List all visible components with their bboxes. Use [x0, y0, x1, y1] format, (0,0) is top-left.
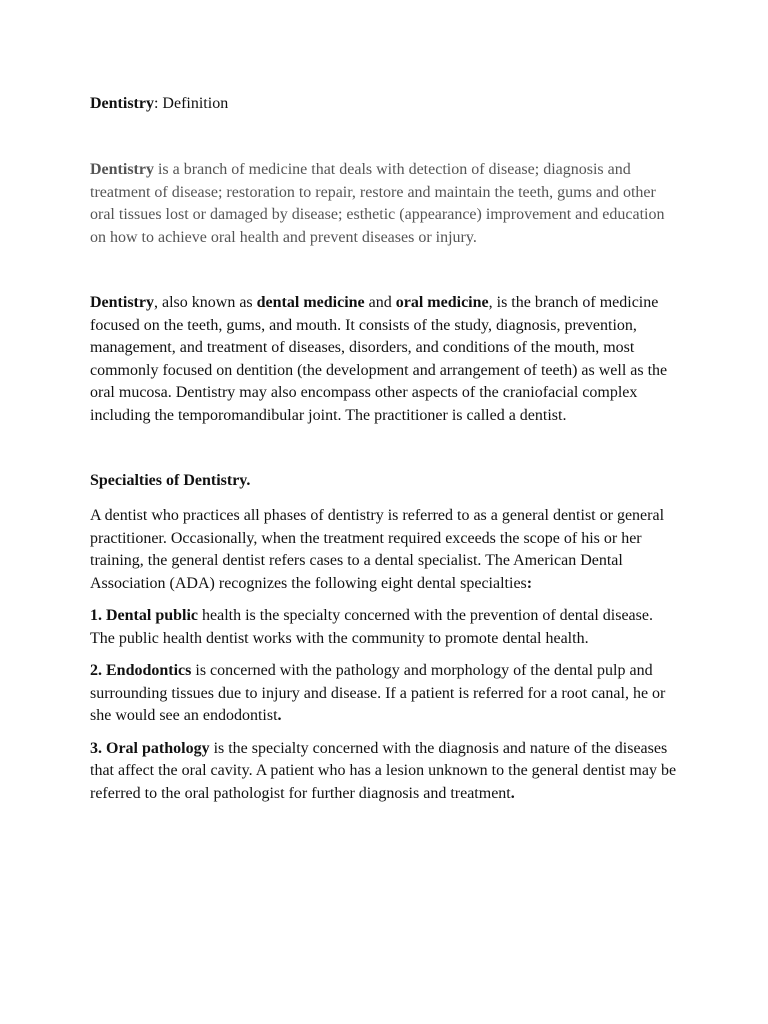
specialties-heading: Specialties of Dentistry.: [90, 472, 251, 489]
specialty-item-end: .: [277, 707, 282, 724]
specialty-item-text: health is the specialty concerned with the prevention of dental disease. The public health dentist works with the community to promote dental health.: [90, 607, 653, 647]
overview-paragraph: [90, 292, 680, 427]
title-term: Dentistry: [90, 95, 154, 112]
definition-paragraph: [90, 159, 680, 249]
specialties-intro-text: A dentist who practices all phases of dentistry is referred to as a general dentist or general practitioner. Occasionally, when the treatment required exceeds the scope of his or her training, the general dentist refers cases to a dental specialist. The American Dental Association (ADA) recognizes the following eight dental specialties: [90, 507, 665, 592]
specialty-item-label: 1. Dental public: [90, 607, 199, 624]
document-title: [90, 93, 680, 115]
overview-text-1: , also known as: [153, 294, 257, 311]
overview-text-3: , is the branch of medicine focused on the teeth, gums, and mouth. It consists of the study, diagnosis, prevention, management, and treatment of diseases, disorders, and conditions of the mouth, most commonly focused on dentition (the development and arrangement of teeth) as well as the oral mucosa. Dentistry may also encompass other aspects of the craniofacial complex including the temporomandibular joint. The practitioner is called a dentist.: [90, 294, 668, 424]
overview-term-dentistry: Dentistry: [90, 294, 154, 311]
specialty-item-oral-pathology: [90, 738, 680, 806]
specialty-item-label: 2. Endodontics: [90, 662, 192, 679]
specialty-item-text: is concerned with the pathology and morphology of the dental pulp and surrounding tissues due to injury and disease. If a patient is referred for a root canal, he or she would see an endodontist: [90, 662, 666, 724]
specialty-item-end: .: [510, 784, 515, 802]
specialty-item-label: 3. Oral pathology: [90, 739, 210, 757]
specialty-item-dental-public-health: [90, 605, 680, 650]
specialties-intro-colon: :: [526, 574, 533, 592]
overview-term-oral-medicine: oral medicine: [395, 294, 489, 311]
specialties-intro-paragraph: [90, 505, 680, 595]
document-page: [90, 93, 680, 805]
definition-term: Dentistry: [90, 161, 154, 178]
title-rest: : Definition: [153, 95, 229, 112]
specialty-item-text: is the specialty concerned with the diagnosis and nature of the diseases that affect the oral cavity. A patient who has a lesion unknown to the general dentist may be referred to the oral pathologist for further diagnosis and treatment: [90, 739, 677, 802]
definition-text: is a branch of medicine that deals with detection of disease; diagnosis and treatment of disease; restoration to repair, restore and maintain the teeth, gums and other oral tissues lost or damaged by disease; esthetic (appearance) improvement and education on how to achieve oral health and prevent diseases or injury.: [90, 161, 665, 246]
specialty-item-endodontics: [90, 660, 680, 728]
overview-text-2: and: [364, 294, 396, 311]
overview-term-dental-medicine: dental medicine: [256, 294, 365, 311]
